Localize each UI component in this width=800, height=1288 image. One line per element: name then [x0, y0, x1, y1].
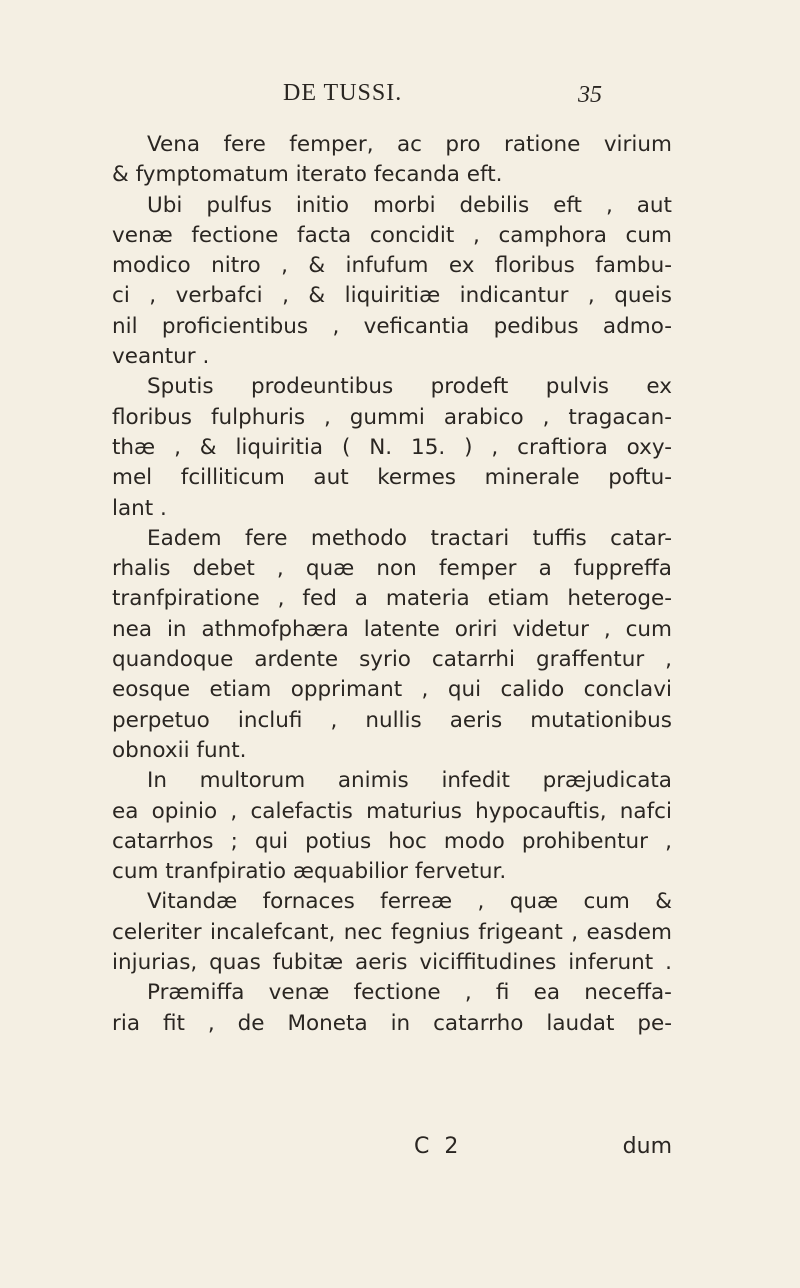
word: &	[308, 253, 326, 279]
word: cum	[583, 889, 630, 915]
word: mutationibus	[530, 707, 672, 733]
word: mel	[112, 465, 153, 491]
word: fere	[223, 132, 266, 157]
word: floribus	[494, 253, 575, 279]
text-line	[112, 281, 672, 311]
word: aut	[313, 465, 349, 491]
word: conclavi	[583, 677, 672, 703]
page-number: 35	[578, 82, 602, 108]
word: heteroge-	[567, 586, 672, 612]
word: virium	[603, 132, 672, 157]
running-title: DE TUSSI.	[283, 80, 403, 106]
word: initio	[295, 192, 350, 218]
word: non	[376, 556, 417, 582]
word: calefactis	[250, 798, 353, 824]
word: prodeuntibus	[251, 374, 394, 400]
text-line	[112, 130, 672, 160]
word: ,	[149, 283, 157, 309]
word: inclufi	[237, 707, 303, 733]
word: in	[166, 616, 187, 642]
word: prodeft	[430, 374, 509, 400]
word: liquiritiæ	[344, 283, 441, 309]
word: femper,	[289, 132, 374, 157]
word: cum	[625, 222, 672, 248]
text-line: & fymptomatum iterato fecanda eft.	[112, 162, 503, 188]
word: easdem	[586, 919, 672, 945]
word: modico	[112, 253, 191, 279]
word: etiam	[209, 677, 272, 703]
text-line: cum tranfpiratio æquabilior fervetur.	[112, 859, 507, 885]
word: fectione	[353, 980, 441, 1006]
word: perpetuo	[112, 707, 210, 733]
word: catarrhos	[112, 828, 214, 854]
word: ,	[323, 404, 331, 430]
word: (	[341, 434, 351, 460]
word: pro	[445, 132, 481, 157]
word: poftu-	[608, 465, 672, 491]
word: nea	[112, 616, 153, 642]
word: ea	[112, 798, 139, 824]
word: fulphuris	[210, 404, 306, 430]
word: de	[237, 1010, 265, 1036]
word: ,	[421, 677, 429, 703]
word: aeris	[449, 707, 503, 733]
word: morbi	[373, 192, 436, 218]
word: syrio	[359, 647, 411, 673]
word: hoc	[388, 828, 427, 854]
word: fornaces	[262, 889, 355, 915]
word: infufum	[345, 253, 429, 279]
word: pedibus	[493, 313, 579, 339]
text-line	[112, 191, 672, 221]
word: ,	[665, 828, 672, 854]
word: veficantia	[363, 313, 470, 339]
word: qui	[254, 828, 289, 854]
word: opprimant	[290, 677, 403, 703]
word: potius	[305, 828, 372, 854]
word: ,	[276, 556, 284, 582]
word: athmofphæra	[201, 616, 349, 642]
word: fcilliticum	[180, 465, 285, 491]
word: quæ	[305, 556, 355, 582]
word: arabico	[443, 404, 524, 430]
word: fed	[302, 586, 337, 612]
word: floribus	[112, 404, 192, 430]
word: nafci	[619, 798, 672, 824]
word: ,	[174, 434, 181, 460]
word: neceffa-	[584, 980, 672, 1006]
word: fambu-	[595, 253, 672, 279]
text-line	[112, 645, 672, 675]
text-line	[112, 918, 672, 948]
word: debilis	[459, 192, 530, 218]
signature-mark: C 2	[414, 1134, 463, 1159]
word: ,	[282, 283, 289, 309]
word: aeris	[355, 950, 408, 976]
word: latente	[363, 616, 440, 642]
word: verbafci	[175, 283, 263, 309]
word: fegnius	[390, 919, 470, 945]
word: præjudicata	[542, 768, 672, 794]
text-line	[112, 221, 672, 251]
text-line	[112, 675, 672, 705]
word: Eadem	[147, 525, 222, 551]
word: In	[147, 768, 167, 794]
text-line	[112, 524, 672, 554]
word: animis	[337, 768, 409, 794]
word: ,	[207, 1010, 215, 1036]
word: a	[538, 556, 552, 582]
text-line	[112, 1009, 672, 1039]
word: nec	[343, 919, 383, 945]
word: Sputis	[147, 374, 214, 400]
word: tractari	[430, 525, 510, 551]
page-footer	[112, 1134, 672, 1164]
text-line	[112, 827, 672, 857]
word: concidit	[369, 222, 455, 248]
word: laudat	[546, 1010, 615, 1036]
text-line	[112, 706, 672, 736]
word: debet	[192, 556, 255, 582]
text-line	[112, 403, 672, 433]
word: )	[464, 434, 473, 460]
word: ,	[332, 313, 340, 339]
word: incalefcant,	[210, 919, 336, 945]
word: etiam	[487, 586, 550, 612]
word: facta	[297, 222, 352, 248]
word: craftiora	[517, 434, 608, 460]
word: ,	[571, 919, 579, 945]
word: ,	[230, 798, 238, 824]
word: in	[390, 1010, 411, 1036]
word: nil	[112, 313, 138, 339]
word: nitro	[211, 253, 261, 279]
word: tranfpiratione	[112, 586, 260, 612]
word: quas	[209, 950, 261, 976]
word: catar-	[610, 525, 672, 551]
word: injurias,	[112, 950, 198, 976]
text-line	[112, 948, 672, 978]
word: materia	[385, 586, 470, 612]
word: ;	[230, 828, 238, 854]
word: liquiritia	[235, 434, 324, 460]
word: maturius	[366, 798, 462, 824]
word: ,	[491, 434, 499, 460]
word: aut	[636, 192, 672, 218]
word: infedit	[441, 768, 510, 794]
text-line	[112, 887, 672, 917]
word: fere	[245, 525, 288, 551]
word: ,	[542, 404, 550, 430]
word: Ubi	[147, 192, 183, 218]
word: eft	[553, 192, 582, 218]
text-line	[112, 766, 672, 796]
text-line	[112, 797, 672, 827]
text-line	[112, 433, 672, 463]
word: qui	[447, 677, 482, 703]
word: nullis	[365, 707, 422, 733]
word: ,	[603, 616, 611, 642]
text-line	[112, 978, 672, 1008]
word: .	[665, 950, 672, 976]
word: ac	[397, 132, 422, 157]
word: graffentur	[535, 647, 645, 673]
word: ,	[281, 253, 288, 279]
word: proficientibus	[161, 313, 309, 339]
word: ria	[112, 1010, 140, 1036]
word: fubitæ	[272, 950, 344, 976]
word: kermes	[377, 465, 456, 491]
word: queis	[614, 283, 672, 309]
word: fi	[495, 980, 510, 1006]
word: Moneta	[287, 1010, 368, 1036]
word: catarrho	[433, 1010, 524, 1036]
word: pulfus	[206, 192, 272, 218]
word: ,	[587, 283, 595, 309]
text-line	[112, 615, 672, 645]
word: videtur	[512, 616, 589, 642]
word: indicantur	[459, 283, 569, 309]
word: frigeant	[478, 919, 563, 945]
word: fuppreffa	[573, 556, 672, 582]
word: oriri	[454, 616, 498, 642]
word: quandoque	[112, 647, 234, 673]
word: femper	[438, 556, 517, 582]
word: inferunt	[568, 950, 654, 976]
word: pe-	[637, 1010, 672, 1036]
word: gummi	[349, 404, 425, 430]
body-text	[112, 130, 672, 1039]
word: ,	[665, 647, 672, 673]
word: ardente	[254, 647, 339, 673]
word: prohibentur	[521, 828, 649, 854]
word: quæ	[509, 889, 559, 915]
word: oxy-	[626, 434, 672, 460]
word: venæ	[268, 980, 330, 1006]
text-line: lant .	[112, 495, 167, 521]
word: ,	[277, 586, 285, 612]
word: 15.	[411, 434, 446, 460]
word: ,	[330, 707, 338, 733]
word: ea	[533, 980, 561, 1006]
word: cum	[625, 616, 672, 642]
text-line	[112, 463, 672, 493]
word: ci	[112, 283, 130, 309]
word: Vena	[147, 132, 201, 157]
word: ferreæ	[380, 889, 453, 915]
word: ex	[448, 253, 475, 279]
word: camphora	[498, 222, 607, 248]
word: modo	[443, 828, 505, 854]
word: a	[354, 586, 368, 612]
catchword: dum	[622, 1134, 672, 1159]
word: tragacan-	[568, 404, 672, 430]
word: pulvis	[545, 374, 609, 400]
word: multorum	[199, 768, 306, 794]
word: &	[199, 434, 217, 460]
text-line	[112, 372, 672, 402]
word: Præmiffa	[147, 980, 245, 1006]
word: ,	[605, 192, 613, 218]
word: hypocauftis,	[475, 798, 607, 824]
text-line	[112, 312, 672, 342]
word: minerale	[484, 465, 580, 491]
text-line	[112, 584, 672, 614]
word: fit	[162, 1010, 185, 1036]
word: calido	[500, 677, 565, 703]
text-line	[112, 251, 672, 281]
word: venæ	[112, 222, 173, 248]
word: admo-	[602, 313, 672, 339]
word: N.	[369, 434, 393, 460]
word: methodo	[310, 525, 408, 551]
word: viciffitudines	[419, 950, 557, 976]
word: ,	[477, 889, 485, 915]
word: thæ	[112, 434, 156, 460]
word: fectione	[191, 222, 279, 248]
word: tuffis	[532, 525, 587, 551]
text-line: obnoxii funt.	[112, 737, 247, 763]
word: &	[655, 889, 672, 915]
word: eosque	[112, 677, 191, 703]
word: catarrhi	[431, 647, 516, 673]
text-line: veantur .	[112, 344, 210, 370]
word: rhalis	[112, 556, 171, 582]
page-header	[0, 80, 800, 120]
word: &	[308, 283, 326, 309]
text-line	[112, 554, 672, 584]
word: Vitandæ	[147, 889, 238, 915]
word: ex	[646, 374, 672, 400]
word: ratione	[503, 132, 581, 157]
word: opinio	[151, 798, 218, 824]
word: ,	[464, 980, 472, 1006]
word: celeriter	[112, 919, 202, 945]
word: ,	[472, 222, 480, 248]
